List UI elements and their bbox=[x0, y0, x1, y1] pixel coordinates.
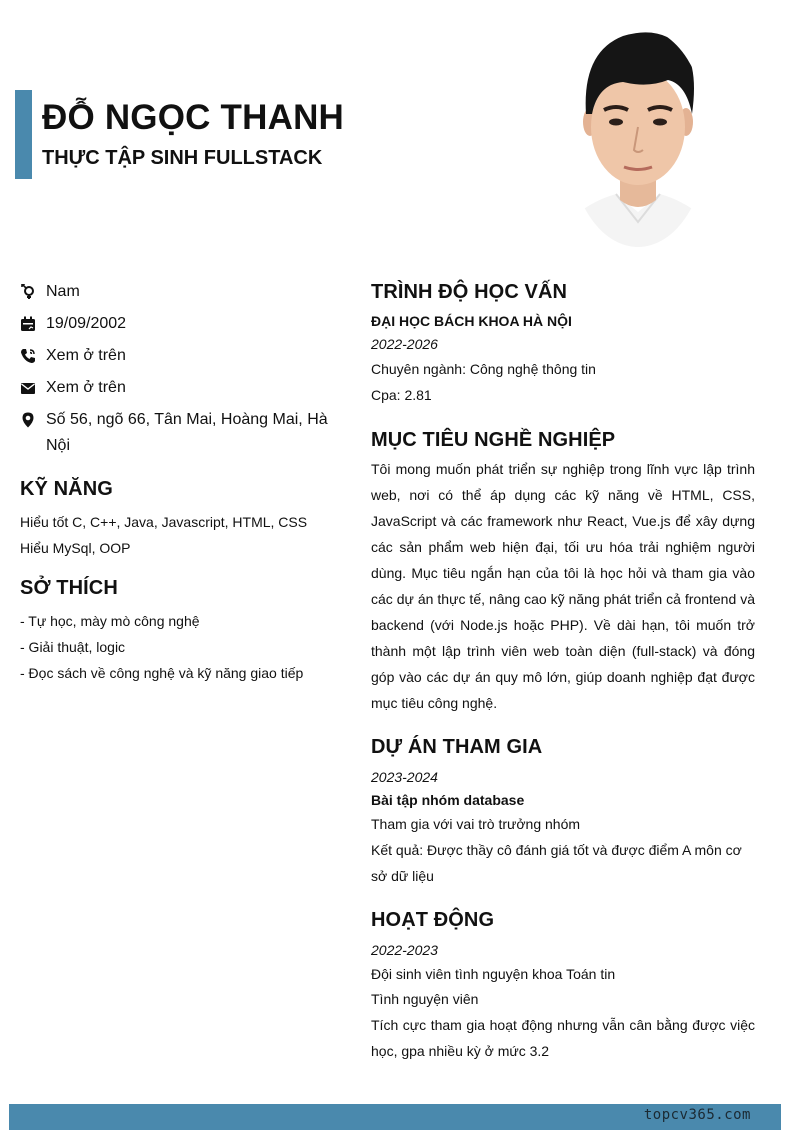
activity-period: 2022-2023 bbox=[371, 942, 438, 958]
hobby-item: - Tự học, mày mò công nghệ bbox=[20, 613, 200, 629]
gender-icon bbox=[20, 279, 46, 305]
school-name: ĐẠI HỌC BÁCH KHOA HÀ NỘI bbox=[371, 313, 572, 329]
project-role: Tham gia với vai trò trưởng nhóm bbox=[371, 816, 581, 832]
contact-gender-text: Nam bbox=[46, 283, 80, 300]
contact-birthday bbox=[20, 311, 330, 337]
footer-bar bbox=[9, 1104, 781, 1130]
contact-info bbox=[20, 279, 330, 465]
objective-text: Tôi mong muốn phát triển sự nghiệp trong lĩnh vực lập trình web, nơi có thể áp dụng các kỹ năng về HTML, CSS, JavaScript và các framework như React, Vue.js để xây dựng các sản phẩm web hiện đại, tối ưu hóa trải nghiệm người dùng. Mục tiêu ngắn hạn của tôi là học hỏi và tham gia vào các dự án thực tế, nâng cao kỹ năng phát triển cả frontend và backend (với Node.js hoặc PHP). Về dài hạn, tôi muốn trở thành một lập trình viên web toàn diện (full-stack) và đóng góp vào các dự án quy mô lớn, giúp doanh nghiệp đạt được mục tiêu công nghệ. bbox=[371, 461, 755, 711]
skills-title: KỸ NĂNG bbox=[20, 478, 113, 500]
activity-org: Đội sinh viên tình nguyện khoa Toán tin bbox=[371, 966, 616, 982]
skill-item: Hiểu MySql, OOP bbox=[20, 540, 131, 556]
location-icon bbox=[20, 407, 46, 433]
activities-title: HOẠT ĐỘNG bbox=[371, 909, 495, 931]
project-period: 2023-2024 bbox=[371, 769, 438, 785]
education-title: TRÌNH ĐỘ HỌC VẤN bbox=[371, 281, 568, 303]
skill-item: Hiểu tốt C, C++, Java, Javascript, HTML, CSS bbox=[20, 514, 308, 530]
profile-photo bbox=[568, 22, 708, 247]
project-result: Kết quả: Được thầy cô đánh giá tốt và được điểm A môn cơ sở dữ liệu bbox=[371, 842, 742, 884]
skills-section bbox=[20, 478, 340, 561]
projects-title: DỰ ÁN THAM GIA bbox=[371, 736, 543, 758]
contact-email bbox=[20, 375, 330, 401]
objective-section bbox=[371, 429, 755, 716]
phone-icon bbox=[20, 343, 46, 369]
contact-email-text: Xem ở trên bbox=[46, 379, 126, 396]
activities-section bbox=[371, 909, 755, 1064]
hobbies-section bbox=[20, 577, 340, 686]
education-major: Chuyên ngành: Công nghệ thông tin bbox=[371, 361, 596, 377]
project-name: Bài tập nhóm database bbox=[371, 792, 525, 808]
education-section bbox=[371, 281, 755, 408]
email-icon bbox=[20, 375, 46, 401]
contact-address bbox=[20, 407, 330, 459]
hobby-item: - Đọc sách về công nghệ và kỹ năng giao tiếp bbox=[20, 665, 304, 681]
contact-phone-text: Xem ở trên bbox=[46, 347, 126, 364]
calendar-icon bbox=[20, 311, 46, 337]
activity-role: Tình nguyện viên bbox=[371, 991, 479, 1007]
header-accent-bar bbox=[15, 90, 32, 179]
contact-phone bbox=[20, 343, 330, 369]
contact-gender bbox=[20, 279, 330, 305]
hobby-item: - Giải thuật, logic bbox=[20, 639, 126, 655]
candidate-name: ĐỖ NGỌC THANH bbox=[42, 98, 345, 137]
activity-desc: Tích cực tham gia hoạt động nhưng vẫn cân bằng được việc học, gpa nhiều kỳ ở mức 3.2 bbox=[371, 1017, 755, 1059]
education-period: 2022-2026 bbox=[371, 336, 438, 352]
contact-address-text: Số 56, ngõ 66, Tân Mai, Hoàng Mai, Hà Nội bbox=[46, 411, 328, 454]
footer-brand: topcv365.com bbox=[643, 1107, 751, 1123]
hobbies-title: SỞ THÍCH bbox=[20, 577, 118, 599]
projects-section bbox=[371, 736, 755, 889]
contact-birthday-text: 19/09/2002 bbox=[46, 315, 127, 332]
education-gpa: Cpa: 2.81 bbox=[371, 387, 432, 403]
job-title: THỰC TẬP SINH FULLSTACK bbox=[42, 147, 323, 169]
objective-title: MỤC TIÊU NGHỀ NGHIỆP bbox=[371, 429, 616, 451]
